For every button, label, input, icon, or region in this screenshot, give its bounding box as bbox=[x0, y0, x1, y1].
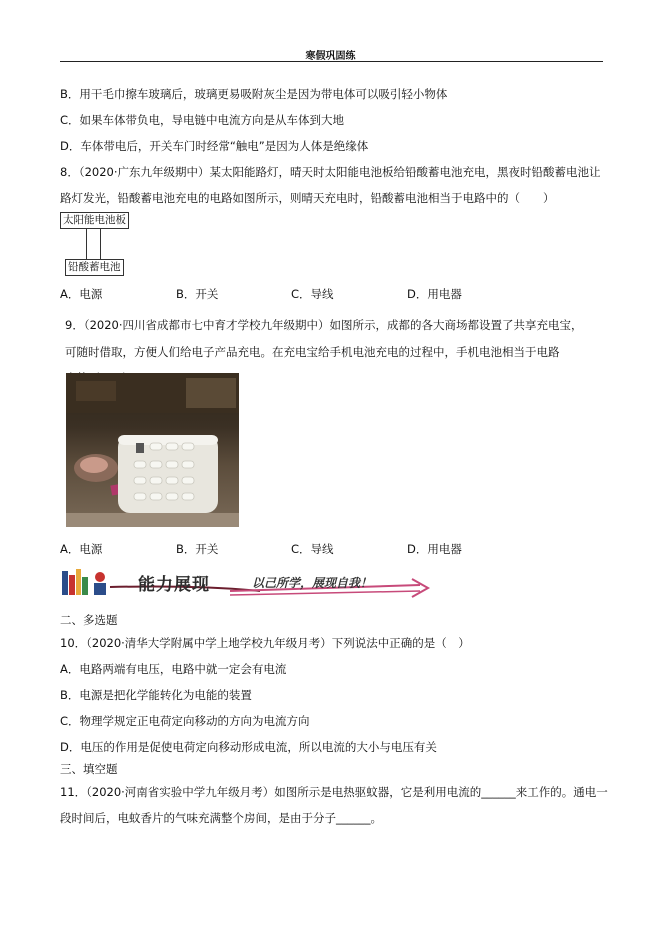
section-multiple-choice-title: 二、多选题 bbox=[60, 613, 118, 627]
q11-stem-line1: 11．（2020·河南省实验中学九年级月考）如图所示是电热驱蚊器，它是利用电流的______来工作的。通电一 bbox=[60, 785, 608, 799]
power-bank-station-photo bbox=[66, 373, 239, 527]
q7-option-b: B．用干毛巾擦车玻璃后，玻璃更易吸附灰尘是因为带电体可以吸引轻小物体 bbox=[60, 87, 448, 101]
q9-option-d: D．用电器 bbox=[407, 542, 462, 556]
q9-option-a: A．电源 bbox=[60, 542, 103, 556]
q8-stem-line2: 路灯发光，铅酸蓄电池充电的电路如图所示，则晴天充电时，铅酸蓄电池相当于电路中的（ ） bbox=[60, 191, 555, 205]
q8-option-c: C．导线 bbox=[291, 287, 334, 301]
q9-option-c: C．导线 bbox=[291, 542, 334, 556]
q9-stem-line2: 可随时借取，方便人们给电子产品充电。在充电宝给手机电池充电的过程中，手机电池相当于电路 bbox=[65, 345, 560, 359]
banner-title: 能力展现 bbox=[138, 575, 210, 595]
page-header-title: 寒假巩固练 bbox=[305, 51, 356, 62]
section-fill-blank-title: 三、填空题 bbox=[60, 762, 118, 776]
q10-option-c: C．物理学规定正电荷定向移动的方向为电流方向 bbox=[60, 714, 310, 728]
q8-option-d: D．用电器 bbox=[407, 287, 462, 301]
ability-banner bbox=[60, 565, 442, 601]
q11-stem-line2: 段时间后，电蚊香片的气味充满整个房间，是由于分子______。 bbox=[60, 811, 382, 825]
q8-option-a: A．电源 bbox=[60, 287, 103, 301]
q9-options bbox=[0, 541, 661, 557]
q9-stem-line1: 9．（2020·四川省成都市七中育才学校九年级期中）如图所示，成都的各大商场都设置了共享充电宝， bbox=[65, 318, 583, 332]
q10-option-d: D．电压的作用是促使电荷定向移动形成电流，所以电流的大小与电压有关 bbox=[60, 740, 437, 754]
header-divider bbox=[60, 61, 603, 62]
q8-options bbox=[0, 286, 661, 302]
solar-panel-label: 太阳能电池板 bbox=[60, 212, 129, 229]
q10-stem: 10．（2020·清华大学附属中学上地学校九年级月考）下列说法中正确的是（ ） bbox=[60, 636, 470, 650]
lead-acid-battery-label: 铅酸蓄电池 bbox=[65, 259, 124, 276]
circuit-wire-left bbox=[86, 229, 87, 259]
banner-slogan: 以己所学，展现自我！ bbox=[252, 576, 373, 590]
q10-option-a: A．电路两端有电压，电路中就一定会有电流 bbox=[60, 662, 287, 676]
books-icon bbox=[60, 565, 442, 601]
q7-option-d: D．车体带电后，开关车门时经常“触电”是因为人体是绝缘体 bbox=[60, 139, 369, 153]
q8-option-b: B．开关 bbox=[176, 287, 219, 301]
q10-option-b: B．电源是把化学能转化为电能的装置 bbox=[60, 688, 252, 702]
q8-stem-line1: 8．（2020·广东九年级期中）某太阳能路灯，晴天时太阳能电池板给铅酸蓄电池充电，黑夜时铅酸蓄电池让 bbox=[60, 165, 601, 179]
q7-option-c: C．如果车体带负电，导电链中电流方向是从车体到大地 bbox=[60, 113, 345, 127]
q9-option-b: B．开关 bbox=[176, 542, 219, 556]
circuit-wire-right bbox=[100, 229, 101, 259]
